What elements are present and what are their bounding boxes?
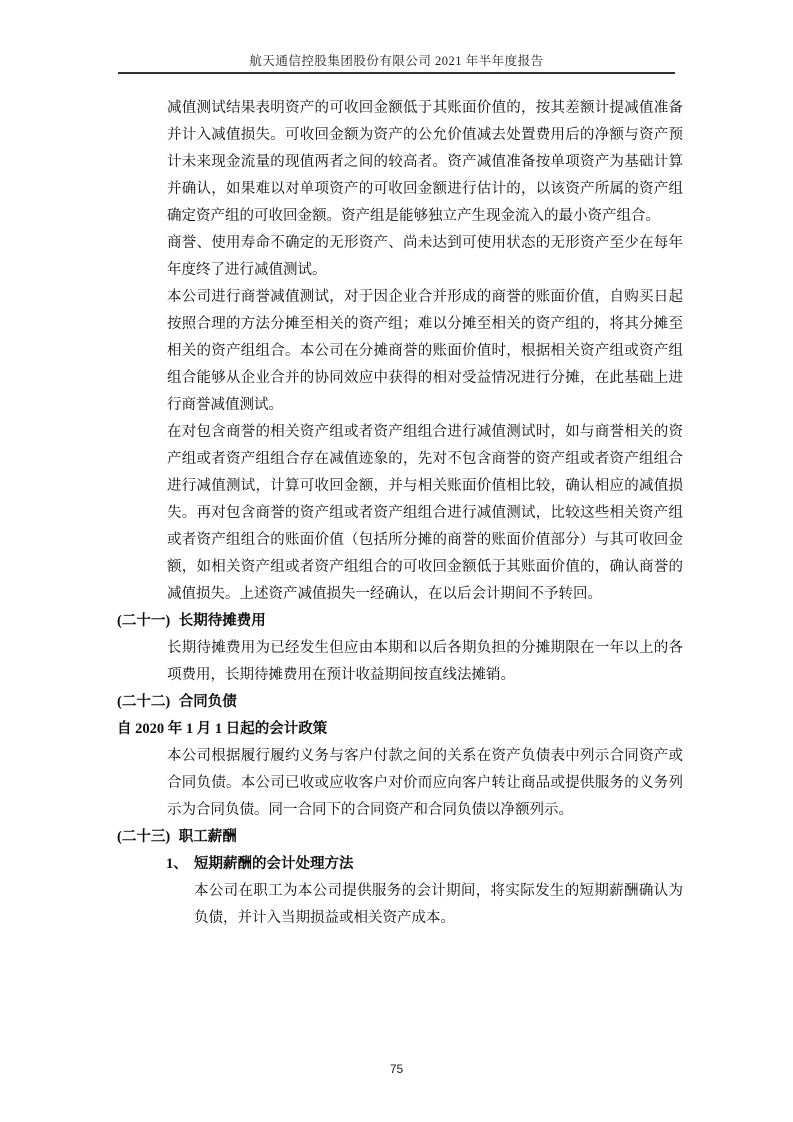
item-1-title: 短期薪酬的会计处理方法 (194, 856, 354, 872)
page-header-title: 航天通信控股集团股份有限公司 2021 年半年度报告 (249, 54, 544, 68)
paragraph-goodwill-impairment: 在对包含商誉的相关资产组或者资产组组合进行减值测试时，如与商誉相关的资产组或者资产组组合存在减值迹象的，先对不包含商誉的资产组或者资产组组合进行减值测试，计算可收回金额，并与相关账面价值相比较，确认相应的减值损失。再对包含商誉的资产组或者资产组组合进行减值测试，比较这些相关资产组或者资产组组合的账面价值（包括所分摊的商誉的账面价值部分）与其可收回金额，如相关资产组或者资产组组合的可收回金额低于其账面价值的，确认商誉的减值损失。上述资产减值损失一经确认，在以后会计期间不予转回。 (167, 424, 683, 602)
item-1-paragraph: 本公司在职工为本公司提供服务的会计期间，将实际发生的短期薪酬确认为负债，并计入当期损益或相关资产成本。 (194, 883, 683, 926)
section-21-title: 长期待摊费用 (178, 613, 266, 629)
page-content (117, 95, 683, 932)
paragraph-impairment-test: 减值测试结果表明资产的可收回金额低于其账面价值的，按其差额计提减值准备并计入减值损失。可收回金额为资产的公允价值减去处置费用后的净额与资产预计未来现金流量的现值两者之间的较高者。资产减值准备按单项资产为基础计算并确认，如果难以对单项资产的可收回金额进行估计的，以该资产所属的资产组确定资产组的可收回金额。资产组是能够独立产生现金流入的最小资产组合。 (167, 100, 683, 224)
section-23-item-1 (166, 851, 683, 932)
section-23 (117, 824, 683, 932)
paragraph-goodwill-allocation: 本公司进行商誉减值测试，对于因企业合并形成的商誉的账面价值，自购买日起按照合理的方法分摊至相关的资产组；难以分摊至相关的资产组的，将其分摊至相关的资产组组合。本公司在分摊商誉的账面价值时，根据相关资产组或资产组组合能够从企业合并的协同效应中获得的相对受益情况进行分摊，在此基础上进行商誉减值测试。 (167, 289, 683, 413)
section-22-subheading: 自 2020 年 1 月 1 日起的会计政策 (117, 721, 328, 737)
item-1-heading (166, 851, 683, 878)
section-22-number: (二十二) (117, 694, 171, 710)
section-21 (117, 608, 683, 689)
item-1-number: 1、 (166, 856, 188, 872)
section-22-paragraph: 本公司根据履行履约义务与客户付款之间的关系在资产负债表中列示合同资产或合同负债。本公司已收或应收客户对价而应向客户转让商品或提供服务的义务列示为合同负债。同一合同下的合同资产和合同负债以净额列示。 (167, 748, 683, 818)
section-22 (117, 689, 683, 824)
paragraph-goodwill-annual-test: 商誉、使用寿命不确定的无形资产、尚未达到可使用状态的无形资产至少在每年年度终了进行减值测试。 (167, 235, 683, 278)
section-23-number: (二十三) (117, 829, 171, 845)
section-21-heading (117, 608, 683, 635)
section-22-title: 合同负债 (178, 694, 237, 710)
section-21-number: (二十一) (117, 613, 171, 629)
section-23-title: 职工薪酬 (178, 829, 237, 845)
header-divider (118, 72, 675, 74)
section-22-heading (117, 689, 683, 716)
page-number: 75 (389, 1062, 404, 1076)
section-21-paragraph: 长期待摊费用为已经发生但应由本期和以后各期负担的分摊期限在一年以上的各项费用，长期待摊费用在预计收益期间按直线法摊销。 (167, 640, 683, 683)
section-23-heading (117, 824, 683, 851)
